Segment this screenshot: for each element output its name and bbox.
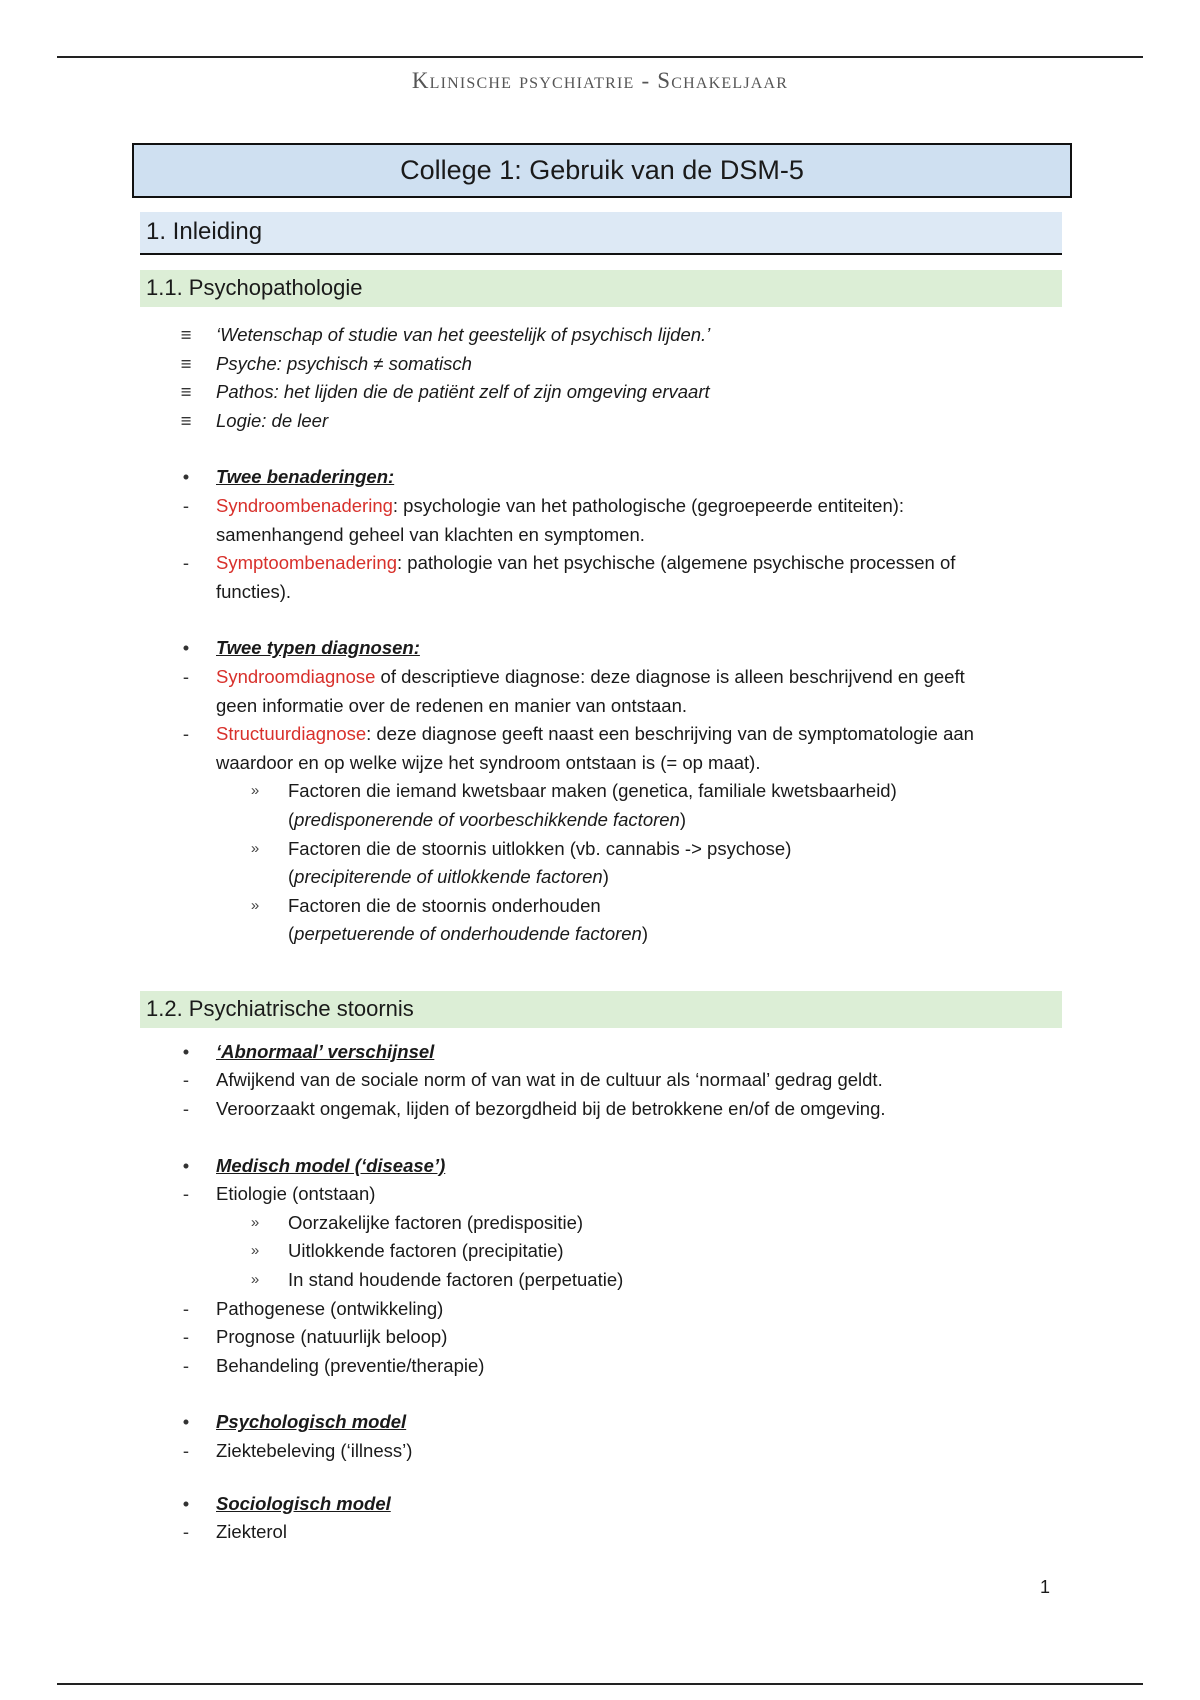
dash-marker: - [182, 665, 190, 687]
list-item: - Ziekterol [176, 1518, 1072, 1547]
definition-item: ≡ Logie: de leer [176, 407, 1072, 436]
definition-item: ≡ ‘Wetenschap of studie van het geestelijk of psychisch lijden.’ [176, 321, 1072, 350]
list-item: - Pathogenese (ontwikkeling) [176, 1295, 1072, 1324]
bullet-heading: • Psychologisch model [176, 1408, 1072, 1437]
list-item: - Veroorzaakt ongemak, lijden of bezorgdheid bij de betrokkene en/of de omgeving. [176, 1095, 1072, 1124]
sub-list-item: » In stand houdende factoren (perpetuatie) [176, 1266, 1072, 1295]
equiv-marker: ≡ [180, 381, 192, 403]
psychiatrische-stoornis-content [176, 1038, 1072, 1547]
key-term: Structuurdiagnose [216, 723, 367, 745]
bullet-marker: • [182, 637, 190, 659]
key-term: Symptoombenadering [216, 552, 397, 574]
dash-marker: - [182, 1440, 190, 1461]
subsection-heading-psychiatrische-stoornis: 1.2. Psychiatrische stoornis [140, 991, 1062, 1028]
bullet-marker: • [182, 1492, 190, 1514]
page-title: College 1: Gebruik van de DSM-5 [132, 143, 1072, 198]
list-item: - Prognose (natuurlijk beloop) [176, 1323, 1072, 1352]
chevron-marker: » [250, 1242, 260, 1260]
bullet-marker: • [182, 1154, 190, 1176]
bullet-heading: • Medisch model (‘disease’) [176, 1152, 1072, 1181]
top-rule [57, 56, 1143, 58]
section-heading-inleiding: 1. Inleiding [140, 212, 1062, 255]
equiv-marker: ≡ [180, 409, 192, 431]
chevron-marker: » [250, 1271, 260, 1289]
subsection-heading-psychopathologie: 1.1. Psychopathologie [140, 270, 1062, 307]
page-content [132, 143, 1072, 1547]
bullet-heading: • Twee benaderingen: [176, 463, 1072, 492]
equiv-marker: ≡ [180, 352, 192, 374]
sub-list-item: » Factoren die de stoornis uitlokken (vb. cannabis -> psychose) (precipiterende of uitlokkende factoren) [176, 835, 1072, 892]
list-item: - Symptoombenadering: pathologie van het psychische (algemene psychische processen of functies). [176, 549, 1072, 606]
dash-marker: - [182, 1354, 190, 1376]
dash-marker: - [182, 1521, 190, 1543]
key-term: Syndroomdiagnose [216, 665, 376, 687]
bullet-heading: • ‘Abnormaal’ verschijnsel [176, 1038, 1072, 1067]
list-item: - Syndroomdiagnose of descriptieve diagnose: deze diagnose is alleen beschrijvend en geeft geen informatie over de redenen en manier van ontstaan. [176, 663, 1072, 720]
dash-marker: - [182, 1098, 190, 1120]
dash-marker: - [182, 1183, 190, 1205]
sub-list-item: » Factoren die de stoornis onderhouden (perpetuerende of onderhoudende factoren) [176, 892, 1072, 949]
dash-marker: - [182, 494, 190, 516]
bullet-heading: • Sociologisch model [176, 1490, 1072, 1519]
running-header: Klinische psychiatrie - Schakeljaar [411, 68, 789, 93]
bottom-rule [57, 1683, 1143, 1685]
psychopathologie-content [176, 321, 1072, 949]
definition-item: ≡ Pathos: het lijden die de patiënt zelf of zijn omgeving ervaart [176, 378, 1072, 407]
equiv-marker: ≡ [180, 324, 192, 345]
sub-list-item: » Factoren die iemand kwetsbaar maken (genetica, familiale kwetsbaarheid) (predisponerende of voorbeschikkende factoren) [176, 777, 1072, 834]
list-item: - Afwijkend van de sociale norm of van wat in de cultuur als ‘normaal’ gedrag geldt. [176, 1066, 1072, 1095]
chevron-marker: » [250, 896, 260, 914]
dash-marker: - [182, 1069, 190, 1091]
sub-list-item: » Uitlokkende factoren (precipitatie) [176, 1237, 1072, 1266]
chevron-marker: » [250, 839, 260, 857]
bullet-heading: • Twee typen diagnosen: [176, 634, 1072, 663]
definition-item: ≡ Psyche: psychisch ≠ somatisch [176, 350, 1072, 379]
dash-marker: - [182, 1326, 190, 1348]
list-item: - Behandeling (preventie/therapie) [176, 1352, 1072, 1381]
chevron-marker: » [250, 782, 260, 800]
page-number: 1 [1040, 1577, 1051, 1597]
list-item: - Ziektebeleving (‘illness’) [176, 1437, 1072, 1466]
dash-marker: - [182, 552, 190, 574]
list-item: - Syndroombenadering: psychologie van het pathologische (gegroepeerde entiteiten): samenhangend geheel van klachten en symptomen. [176, 492, 1072, 549]
bullet-marker: • [182, 466, 190, 488]
chevron-marker: » [250, 1213, 260, 1231]
list-item: - Etiologie (ontstaan) [176, 1180, 1072, 1209]
list-item: - Structuurdiagnose: deze diagnose geeft naast een beschrijving van de symptomatologie aan waardoor en op welke wijze het syndroom ontstaan is (= op maat). [176, 720, 1072, 777]
dash-marker: - [182, 1297, 190, 1319]
dash-marker: - [182, 723, 190, 745]
key-term: Syndroombenadering [216, 494, 393, 516]
bullet-marker: • [182, 1040, 190, 1062]
bullet-marker: • [182, 1411, 190, 1433]
sub-list-item: » Oorzakelijke factoren (predispositie) [176, 1209, 1072, 1238]
